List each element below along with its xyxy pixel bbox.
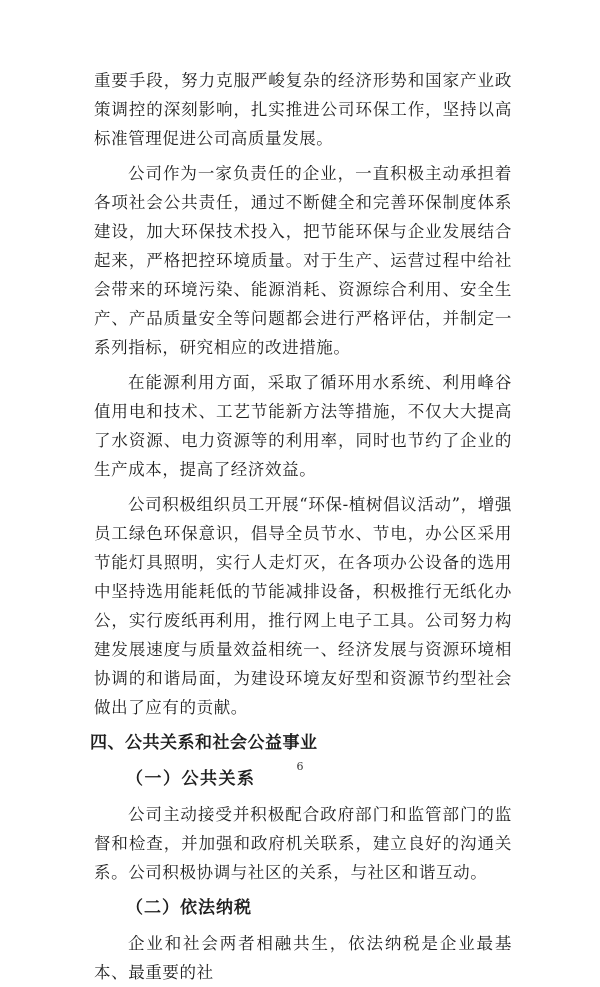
paragraph-tax: 企业和社会两者相融共生，依法纳税是企业最基本、最重要的社: [94, 934, 512, 982]
paragraph-energy-use: 在能源利用方面，采取了循环用水系统、利用峰谷值用电和技术、工艺节能新方法等措施，不仅大大提高了水资源、电力资源等的利用率，同时也节约了企业的生产成本，提高了经济效益。: [94, 373, 512, 479]
paragraph-social-responsibility: 公司作为一家负责任的企业，一直积极主动承担着各项社会公共责任，通过不断健全和完善环保制度体系建设，加大环保技术投入，把节能环保与企业发展结合起来，严格把控环境质量。对于生产、运营过程中给社会带来的环境污染、能源消耗、资源综合利用、安全生产、产品质量安全等问题都会进行严格评估，并制定一系列指标，研究相应的改进措施。: [94, 164, 512, 357]
subheading-public-relations: （一）公共关系: [126, 769, 256, 789]
paragraph-environmental-intro: 重要手段，努力克服严峻复杂的经济形势和国家产业政策调控的深刻影响，扎实推进公司环保工作，坚持以高标准管理促进公司高质量发展。: [94, 71, 512, 148]
subheading-tax-compliance: （二）依法纳税: [126, 898, 252, 918]
paragraph-green-office: 公司积极组织员工开展“环保-植树倡议活动”，增强员工绿色环保意识，倡导全员节水、节电，办公区采用节能灯具照明，实行人走灯灭，在各项办公设备的选用中坚持选用能耗低的节能减排设备，积极推行无纸化办公，实行废纸再利用，推行网上电子工具。公司努力构建发展速度与质量效益相统一、经济发展与资源环境相协调的和谐局面，为建设环境友好型和资源节约型社会做出了应有的贡献。: [94, 495, 512, 717]
section-heading-public-relations: 四、公共关系和社会公益事业: [90, 733, 318, 753]
page-number: 6: [296, 760, 304, 773]
paragraph-public-relations: 公司主动接受并积极配合政府部门和监管部门的监督和检查，并加强和政府机关联系，建立良好的沟通关系。公司积极协调与社区的关系，与社区和谐互动。: [94, 805, 512, 882]
